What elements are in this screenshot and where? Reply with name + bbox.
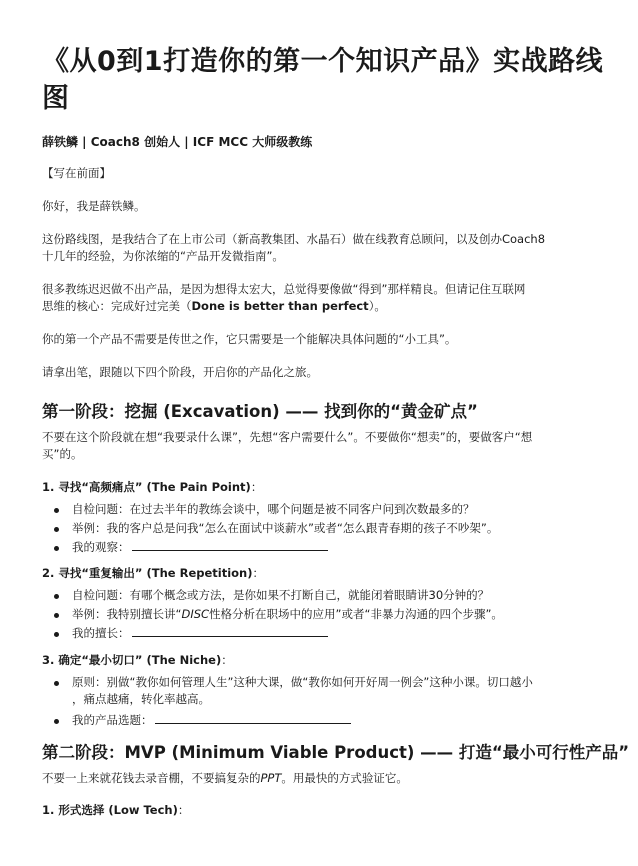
subsection-title-text: 3. 确定“最小切口” (The Niche) bbox=[42, 653, 222, 667]
subsection-title-text: 1. 形式选择 (Low Tech) bbox=[42, 803, 178, 817]
preface-paragraph-2-line-2 bbox=[42, 298, 386, 315]
bullet-dot bbox=[54, 527, 59, 532]
preface-paragraph-3: 你的第一个产品不需要是传世之作，它只需要是一个能解决具体问题的“小工具”。 bbox=[42, 332, 457, 346]
list-item-observation bbox=[72, 539, 328, 556]
fill-in-label: 我的擅长： bbox=[72, 626, 130, 640]
preface-paragraph-2-line-1: 很多教练迟迟做不出产品，是因为想得太宏大，总觉得要像做“得到”那样精良。但请记住互联网 bbox=[42, 282, 526, 296]
subsection-title-text: 2. 寻找“重复输出” (The Repetition) bbox=[42, 566, 253, 580]
preface-paragraph-1-line-1: 这份路线图，是我结合了在上市公司（新高教集团、水晶石）做在线教育总顾问，以及创办Coach8 bbox=[42, 232, 546, 246]
subsection-pain-point-title bbox=[42, 479, 262, 495]
italic-term: DISC bbox=[181, 607, 210, 621]
colon: ： bbox=[250, 480, 263, 494]
preface-heading: 【写在前面】 bbox=[42, 166, 111, 180]
subsection-repetition-title bbox=[42, 565, 264, 581]
text-span: 。用最快的方式验证它。 bbox=[281, 771, 408, 785]
list-item: 自检问题：有哪个概念或方法，是你如果不打断自己，就能闭着眼睛讲30分钟的？ bbox=[72, 588, 490, 602]
subsection-low-tech-title bbox=[42, 802, 189, 818]
list-item-strength bbox=[72, 625, 328, 642]
text-span: 思维的核心：完成好过完美（ bbox=[42, 299, 192, 313]
list-item: 自检问题：在过去半年的教练会谈中，哪个问题是被不同客户问到次数最多的？ bbox=[72, 502, 475, 516]
page-title-line1: 《从0到1打造你的第一个知识产品》实战路线 bbox=[42, 46, 604, 77]
fill-in-blank-line bbox=[132, 539, 328, 551]
author-line: 薛铁鳞 | Coach8 创始人 | ICF MCC 大师级教练 bbox=[42, 135, 313, 149]
bullet-dot bbox=[54, 594, 59, 599]
colon: ： bbox=[252, 566, 264, 580]
list-item: 原则：别做“教你如何管理人生”这种大课，做“教你如何开好周一例会”这种小课。切口越小 bbox=[72, 675, 533, 689]
text-span: ）。 bbox=[368, 299, 386, 313]
stage-2-heading: 第二阶段：MVP (Minimum Viable Product) —— 打造“最小可行性产品” bbox=[42, 743, 630, 762]
bullet-dot bbox=[54, 546, 59, 551]
italic-term: PPT bbox=[260, 771, 282, 785]
stage-1-heading: 第一阶段：挖掘 (Excavation) —— 找到你的“黄金矿点” bbox=[42, 402, 478, 421]
bullet-dot bbox=[54, 613, 59, 618]
fill-in-label: 我的产品选题： bbox=[72, 713, 153, 727]
preface-paragraph-1-line-2: 十几年的经验，为你浓缩的“产品开发微指南”。 bbox=[42, 249, 284, 263]
bold-emphasis: Done is better than perfect bbox=[191, 299, 369, 313]
list-item bbox=[72, 606, 503, 623]
subsection-niche-title bbox=[42, 652, 233, 668]
bullet-dot bbox=[54, 632, 59, 637]
fill-in-blank-line bbox=[132, 625, 328, 637]
fill-in-blank-line bbox=[155, 712, 351, 724]
text-span: 举例：我特别擅长讲“ bbox=[72, 607, 182, 621]
preface-paragraph-4: 请拿出笔，跟随以下四个阶段，开启你的产品化之旅。 bbox=[42, 365, 318, 379]
text-span: 不要一上来就花钱去录音棚，不要搞复杂的 bbox=[42, 771, 261, 785]
colon: ： bbox=[177, 803, 190, 817]
list-item-continuation: ，痛点越痛，转化率越高。 bbox=[72, 692, 210, 706]
list-item-topic bbox=[72, 712, 351, 729]
text-span: 性格分析在职场中的应用”或者“非暴力沟通的四个步骤”。 bbox=[209, 607, 503, 621]
stage-2-intro bbox=[42, 770, 408, 787]
bullet-dot bbox=[54, 508, 59, 513]
page-title-line2: 图 bbox=[42, 83, 70, 114]
colon: ： bbox=[221, 653, 233, 667]
bullet-dot bbox=[54, 681, 59, 686]
preface-greeting: 你好，我是薛铁鳞。 bbox=[42, 199, 146, 213]
subsection-title-text: 1. 寻找“高频痛点” (The Pain Point) bbox=[42, 480, 251, 494]
fill-in-label: 我的观察： bbox=[72, 540, 130, 554]
bullet-dot bbox=[54, 719, 59, 724]
list-item: 举例：我的客户总是问我“怎么在面试中谈薪水”或者“怎么跟青春期的孩子不吵架”。 bbox=[72, 521, 499, 535]
stage-1-intro-line-2: 买”的。 bbox=[42, 447, 83, 461]
stage-1-intro-line-1: 不要在这个阶段就在想“我要录什么课”，先想“客户需要什么”。不要做你“想卖”的，要做客户“想 bbox=[42, 430, 533, 444]
